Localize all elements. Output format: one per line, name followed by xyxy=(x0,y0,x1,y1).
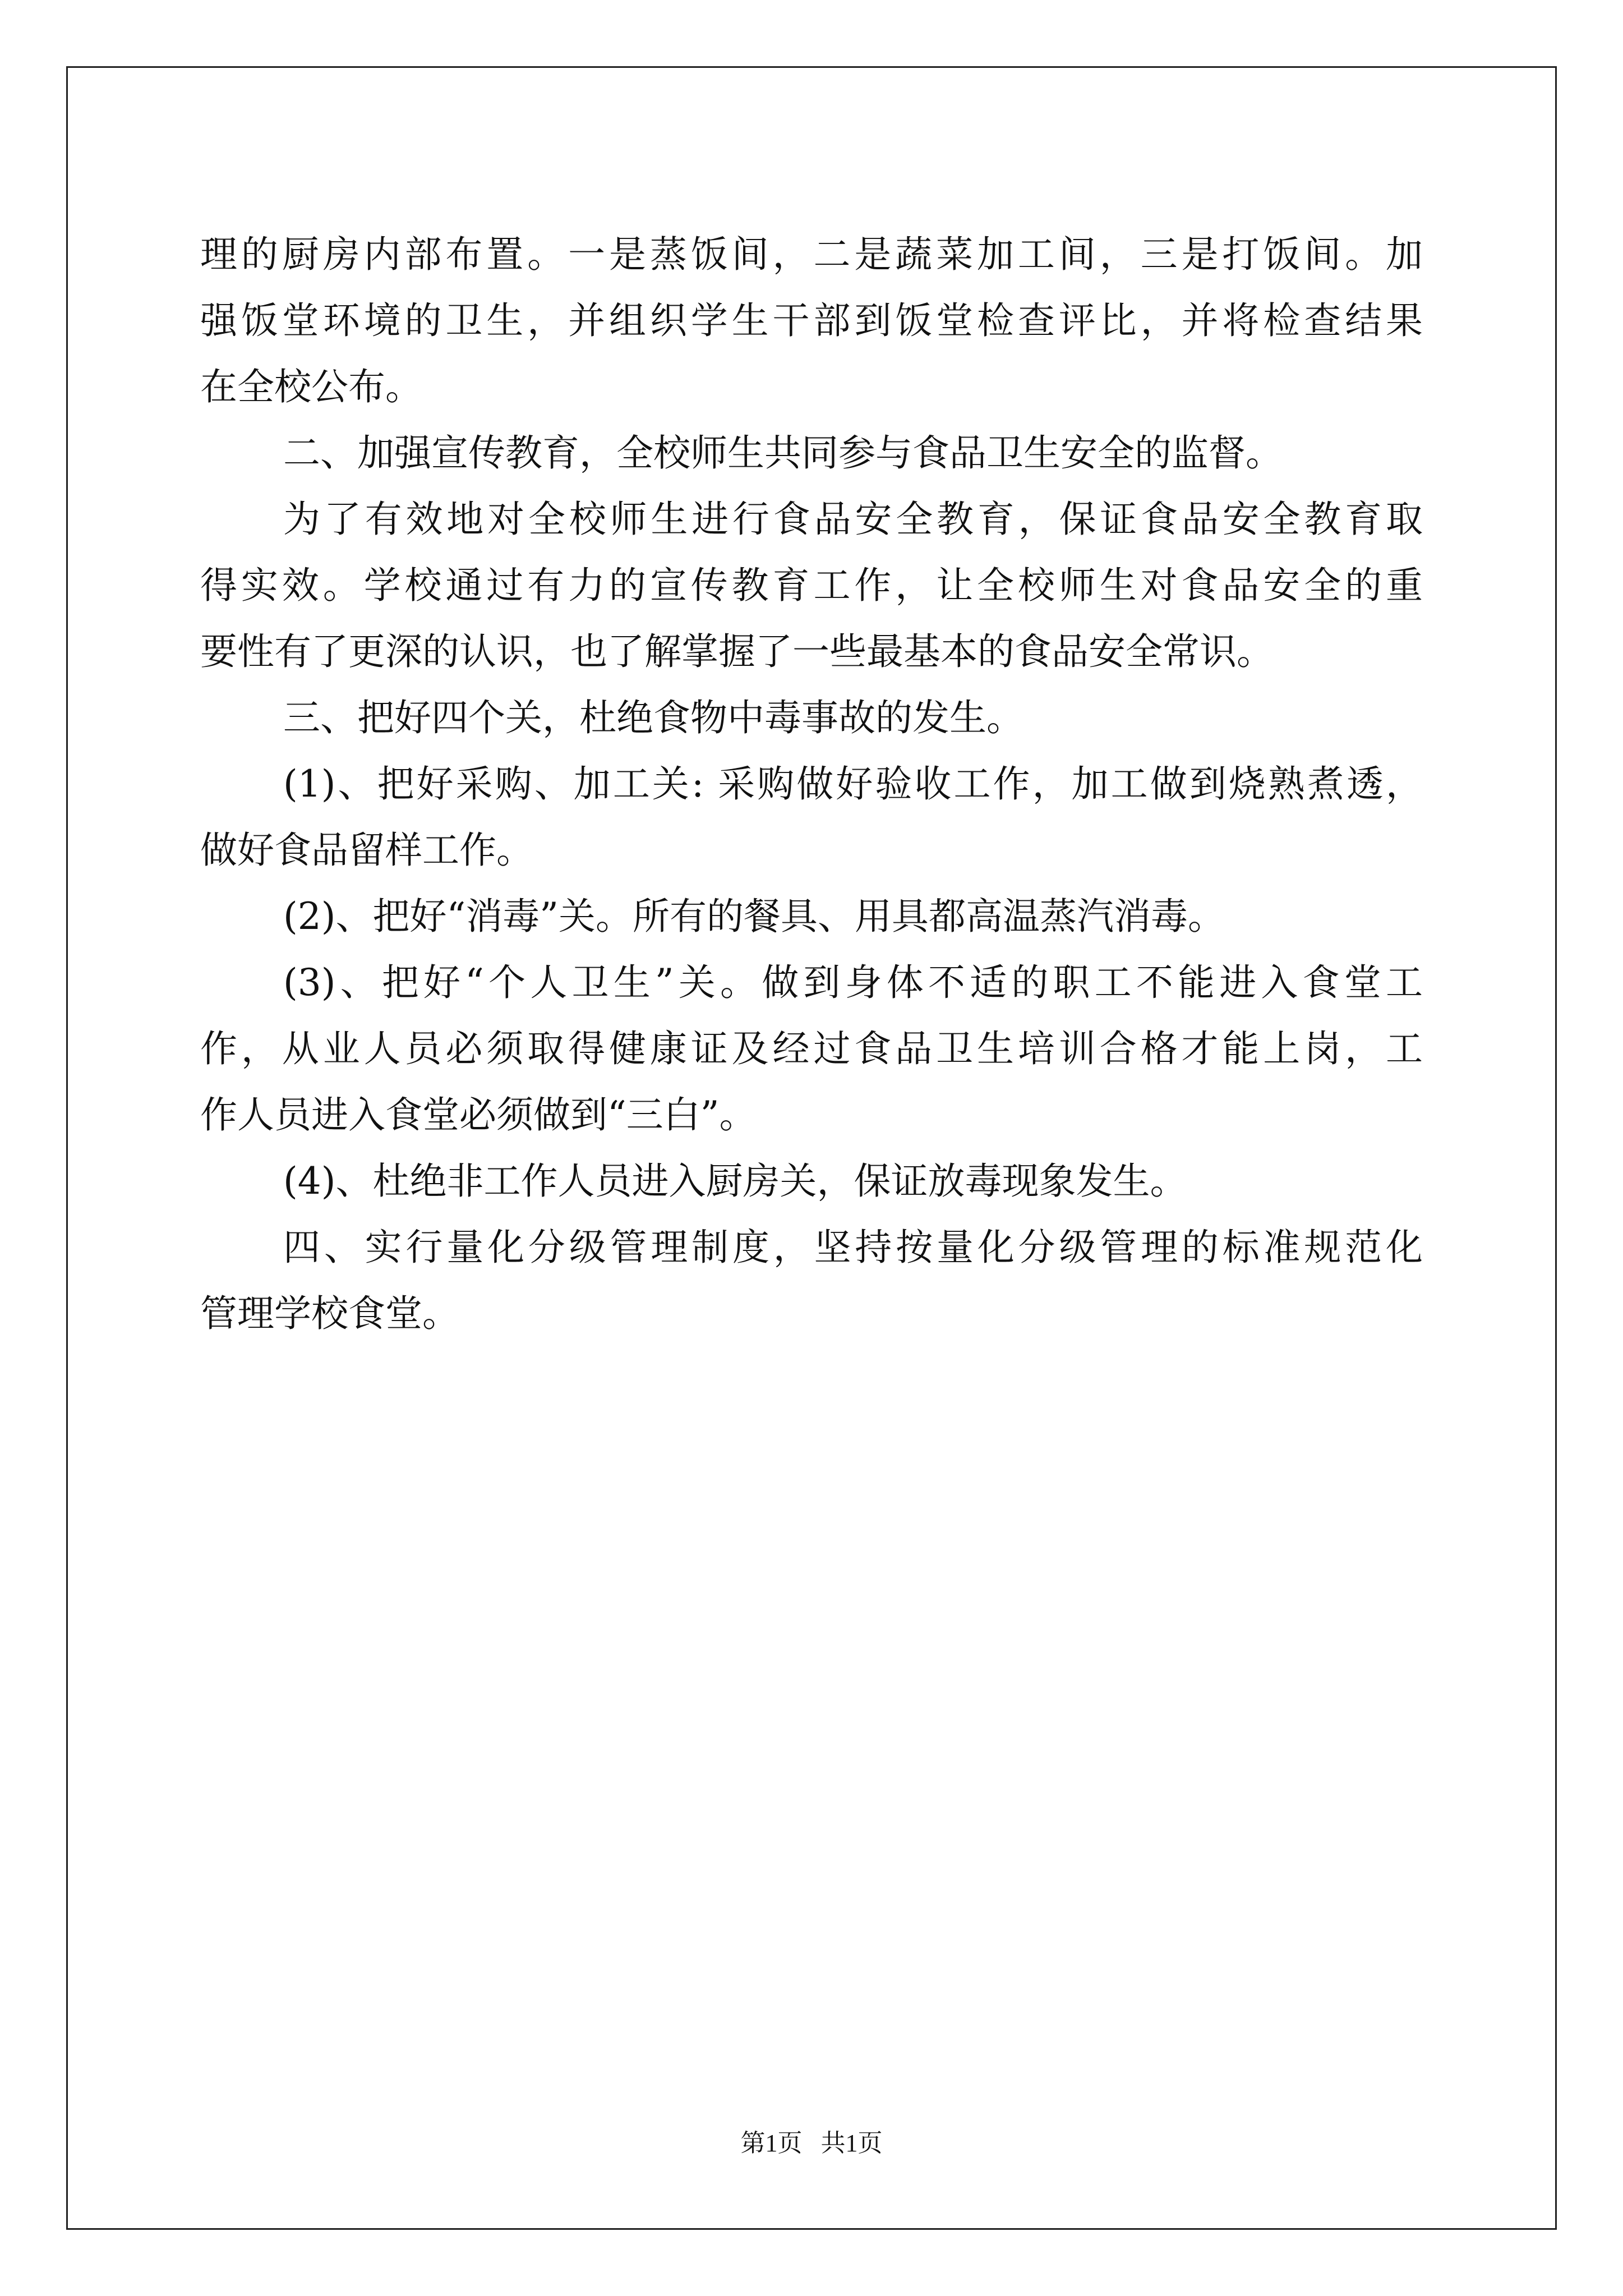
section-heading: 四、实行量化分级管理制度，坚持按量化分级管理的标准规范化 xyxy=(283,1226,1423,1269)
section-heading: 二、加强宣传教育，全校师生共同参与食品卫生安全的监督。 xyxy=(283,431,1283,475)
paragraph-first-line: 为了有效地对全校师生进行食品安全教育，保证食品安全教育取 xyxy=(283,498,1423,541)
body-line: 得实效。学校通过有力的宣传教育工作，让全校师生对食品安全的重 xyxy=(200,564,1423,607)
list-item: (3)、把好“个人卫生”关。做到身体不适的职工不能进入食堂工 xyxy=(283,961,1423,1004)
body-line: 管理学校食堂。 xyxy=(200,1292,459,1335)
body-line: 作，从业人员必须取得健康证及经过食品卫生培训合格才能上岗，工 xyxy=(200,1027,1423,1070)
list-item: (1)、把好采购、加工关: 采购做好验收工作，加工做到烧熟煮透， xyxy=(283,762,1423,806)
list-item: (2)、把好“消毒”关。所有的餐具、用具都高温蒸汽消毒。 xyxy=(283,895,1225,938)
page-footer: 第1页 共1页 xyxy=(740,2129,883,2157)
section-heading: 三、把好四个关，杜绝食物中毒事故的发生。 xyxy=(283,696,1023,739)
list-item: (4)、杜绝非工作人员进入厨房关，保证放毒现象发生。 xyxy=(283,1159,1187,1203)
body-line: 理的厨房内部布置。一是蒸饭间，二是蔬菜加工间，三是打饭间。加 xyxy=(200,233,1423,276)
body-line: 在全校公布。 xyxy=(200,365,422,408)
body-line: 作人员进入食堂必须做到“三白”。 xyxy=(200,1093,757,1137)
body-line: 强饭堂环境的卫生，并组织学生干部到饭堂检查评比，并将检查结果 xyxy=(200,299,1423,342)
body-line: 要性有了更深的认识，也了解掌握了一些最基本的食品安全常识。 xyxy=(200,630,1274,673)
body-line: 做好食品留样工作。 xyxy=(200,829,533,872)
